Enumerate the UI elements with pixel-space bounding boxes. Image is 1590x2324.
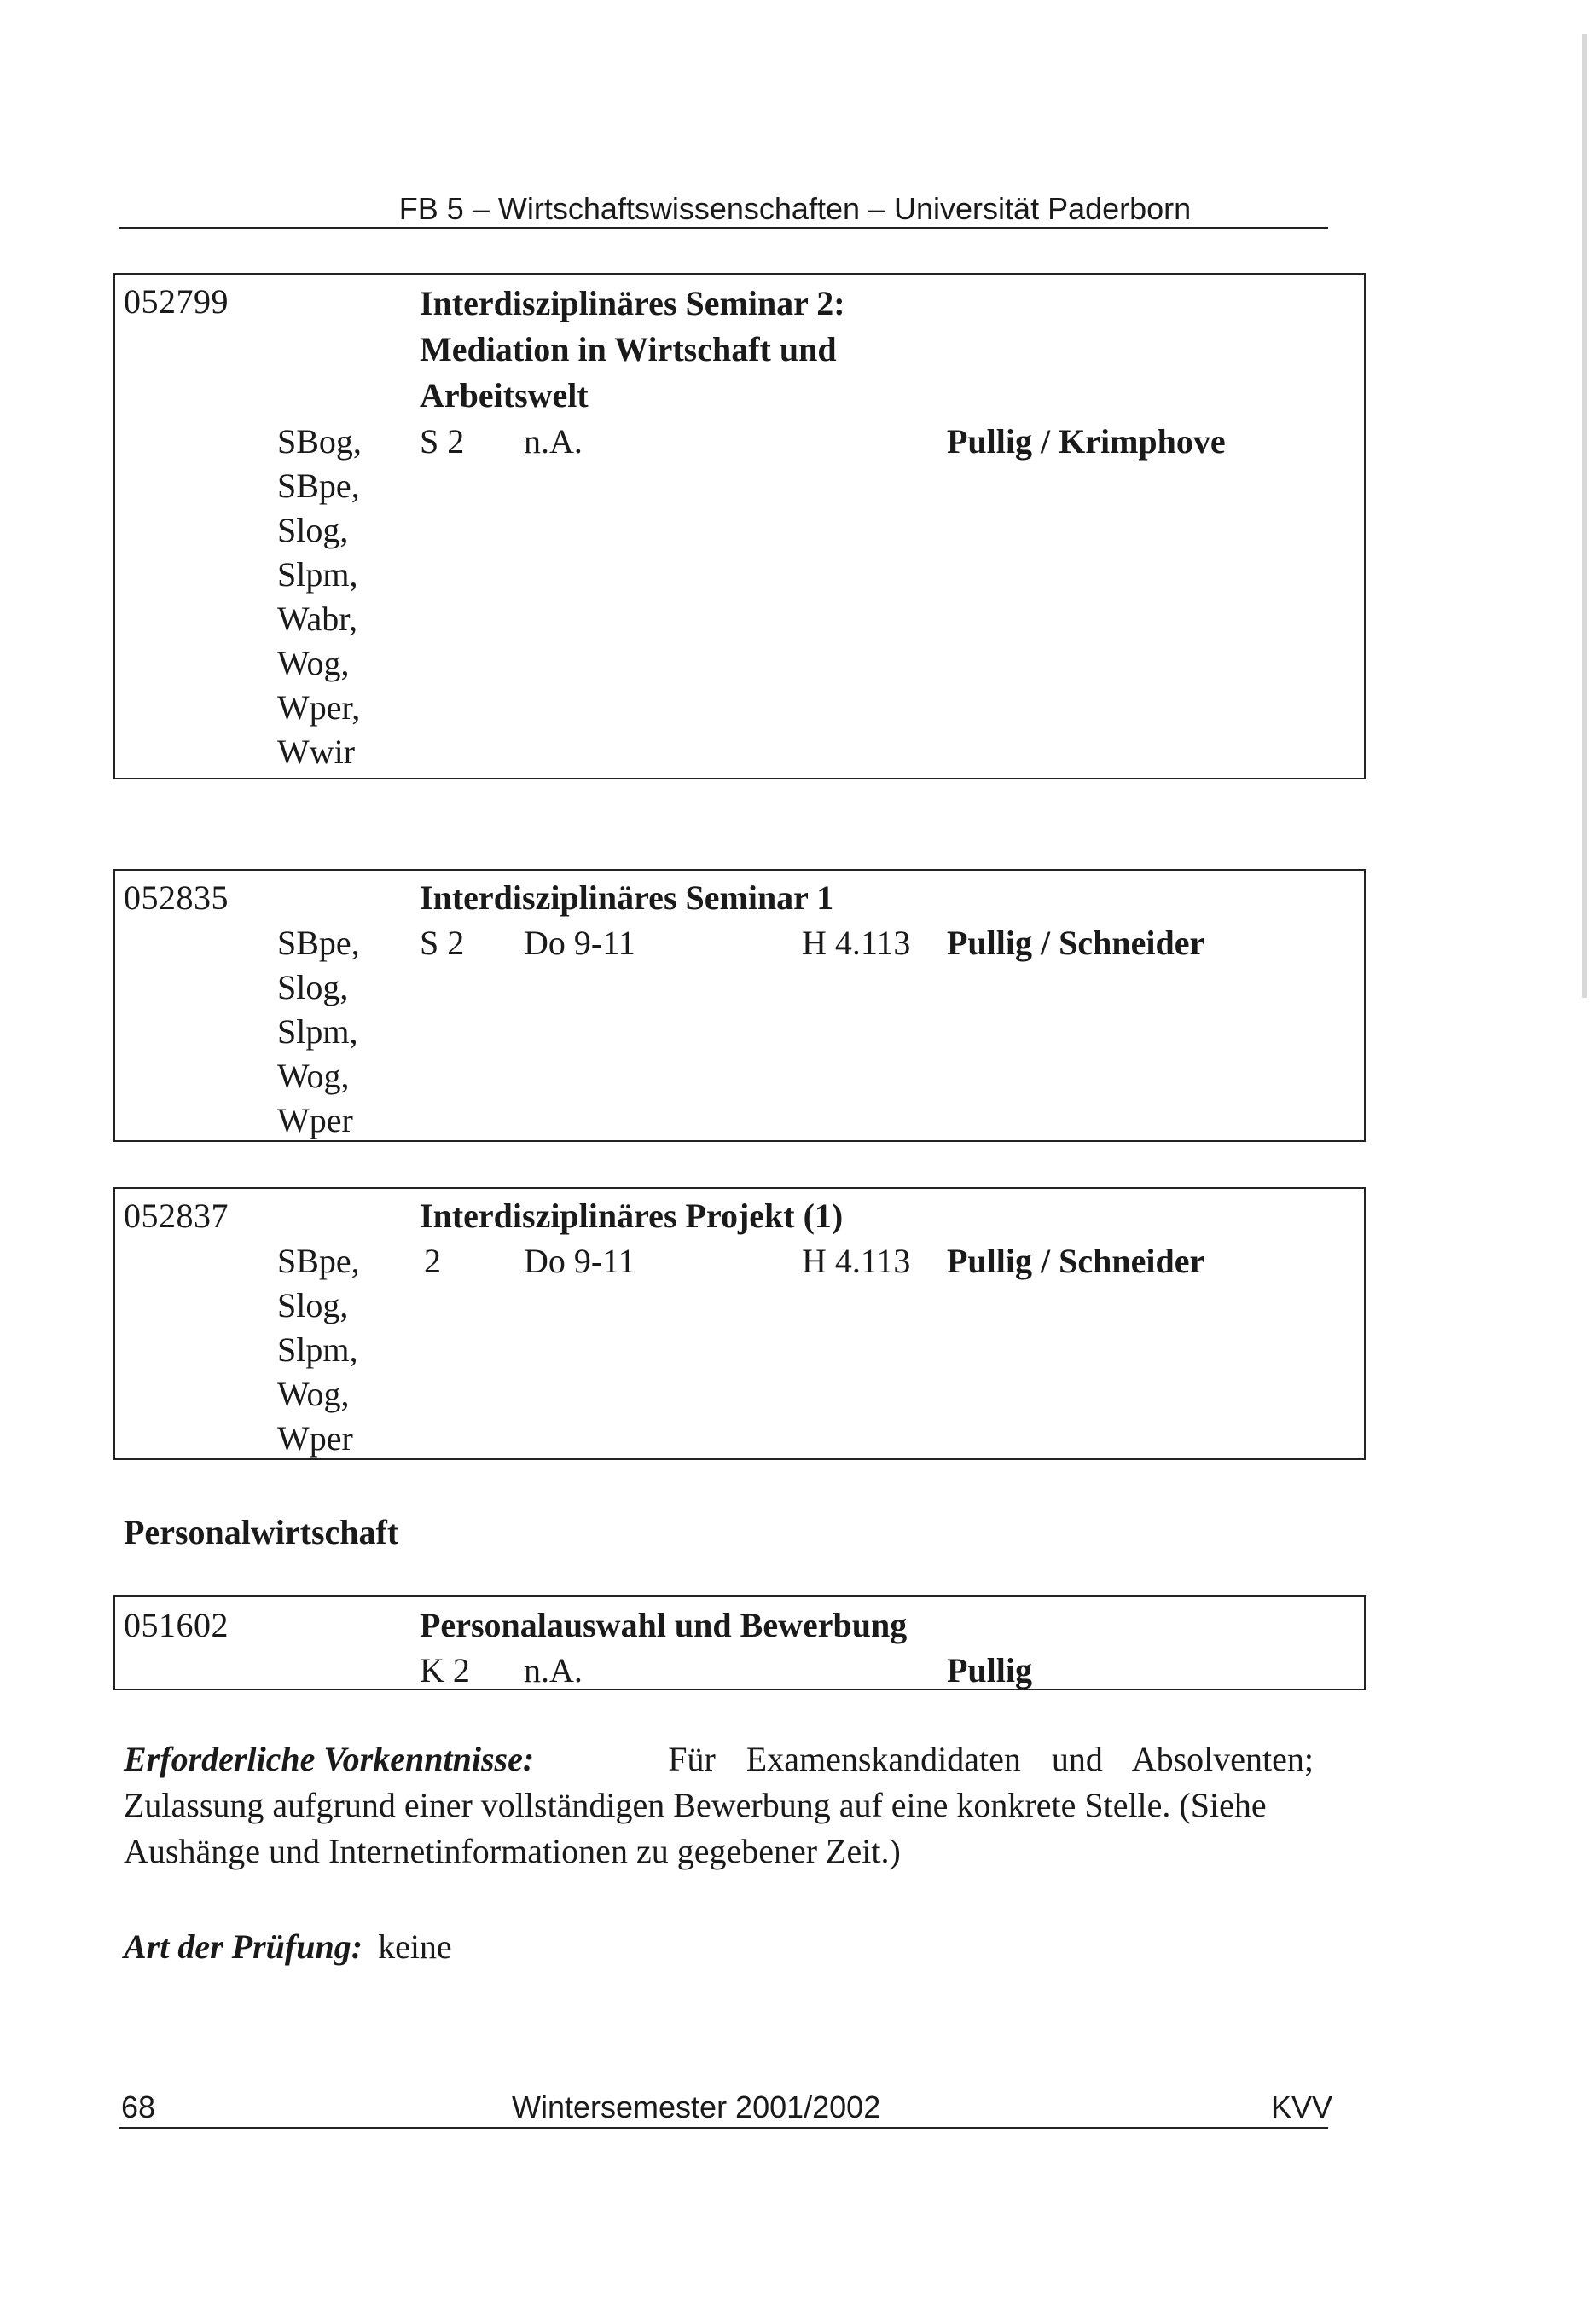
prereq-line-1 xyxy=(124,1736,1314,1782)
course-room: H 4.113 xyxy=(802,924,911,962)
course-type: K 2 xyxy=(420,1651,470,1689)
scan-edge xyxy=(1582,34,1587,998)
prereq-line-3: Aushänge und Internetinformationen zu gegebener Zeit.) xyxy=(124,1832,901,1870)
prereq-label: Erforderliche Vorkenntnisse: xyxy=(124,1740,535,1778)
course-time: n.A. xyxy=(524,1651,583,1689)
exam-value: keine xyxy=(378,1927,452,1966)
curricula-list: SBog, SBpe, Slog, Slpm, Wabr, Wog, Wper, Wwir xyxy=(277,422,362,771)
course-title-line: Arbeitswelt xyxy=(420,376,589,414)
course-title-line: Mediation in Wirtschaft und xyxy=(420,330,837,368)
footer-page-number: 68 xyxy=(121,2089,156,2124)
course-title-line: Personalauswahl und Bewerbung xyxy=(420,1606,908,1644)
curricula-list: SBpe, Slog, Slpm, Wog, Wper xyxy=(277,924,360,1139)
course-time: Do 9-11 xyxy=(524,1242,635,1280)
course-lecturer: Pullig / Schneider xyxy=(947,924,1205,962)
course-room: H 4.113 xyxy=(802,1242,911,1280)
course-type: S 2 xyxy=(420,422,465,461)
course-title-line: Interdisziplinäres Seminar 2: xyxy=(420,284,845,322)
course-lecturer: Pullig xyxy=(947,1651,1033,1689)
course-number: 052837 xyxy=(124,1197,229,1235)
footer-abbreviation: KVV xyxy=(1271,2089,1333,2124)
curricula-list: SBpe, Slog, Slpm, Wog, Wper xyxy=(277,1242,360,1458)
course-title-line: Interdisziplinäres Seminar 1 xyxy=(420,878,834,917)
course-number: 052835 xyxy=(124,878,229,917)
course-time: n.A. xyxy=(524,422,583,461)
header-rule xyxy=(119,227,1328,229)
course-type: 2 xyxy=(424,1242,441,1280)
course-time: Do 9-11 xyxy=(524,924,635,962)
section-heading: Personalwirtschaft xyxy=(124,1513,399,1551)
course-number: 051602 xyxy=(124,1606,229,1644)
prereq-first-text: Für Examenskandidaten und Absolventen; xyxy=(668,1740,1314,1778)
course-title-line: Interdisziplinäres Projekt (1) xyxy=(420,1197,844,1235)
exam-line xyxy=(124,1924,452,1970)
course-lecturer: Pullig / Krimphove xyxy=(947,422,1226,461)
footer-semester: Wintersemester 2001/2002 xyxy=(512,2089,881,2124)
course-type: S 2 xyxy=(420,924,465,962)
exam-label: Art der Prüfung: xyxy=(124,1927,363,1966)
course-lecturer: Pullig / Schneider xyxy=(947,1242,1205,1280)
footer-rule xyxy=(119,2127,1328,2129)
page-header-title: FB 5 – Wirtschaftswissenschaften – Universität Paderborn xyxy=(398,191,1192,226)
course-number: 052799 xyxy=(124,282,229,321)
prereq-line-2: Zulassung aufgrund einer vollständigen Bewerbung auf eine konkrete Stelle. (Siehe xyxy=(124,1786,1267,1824)
